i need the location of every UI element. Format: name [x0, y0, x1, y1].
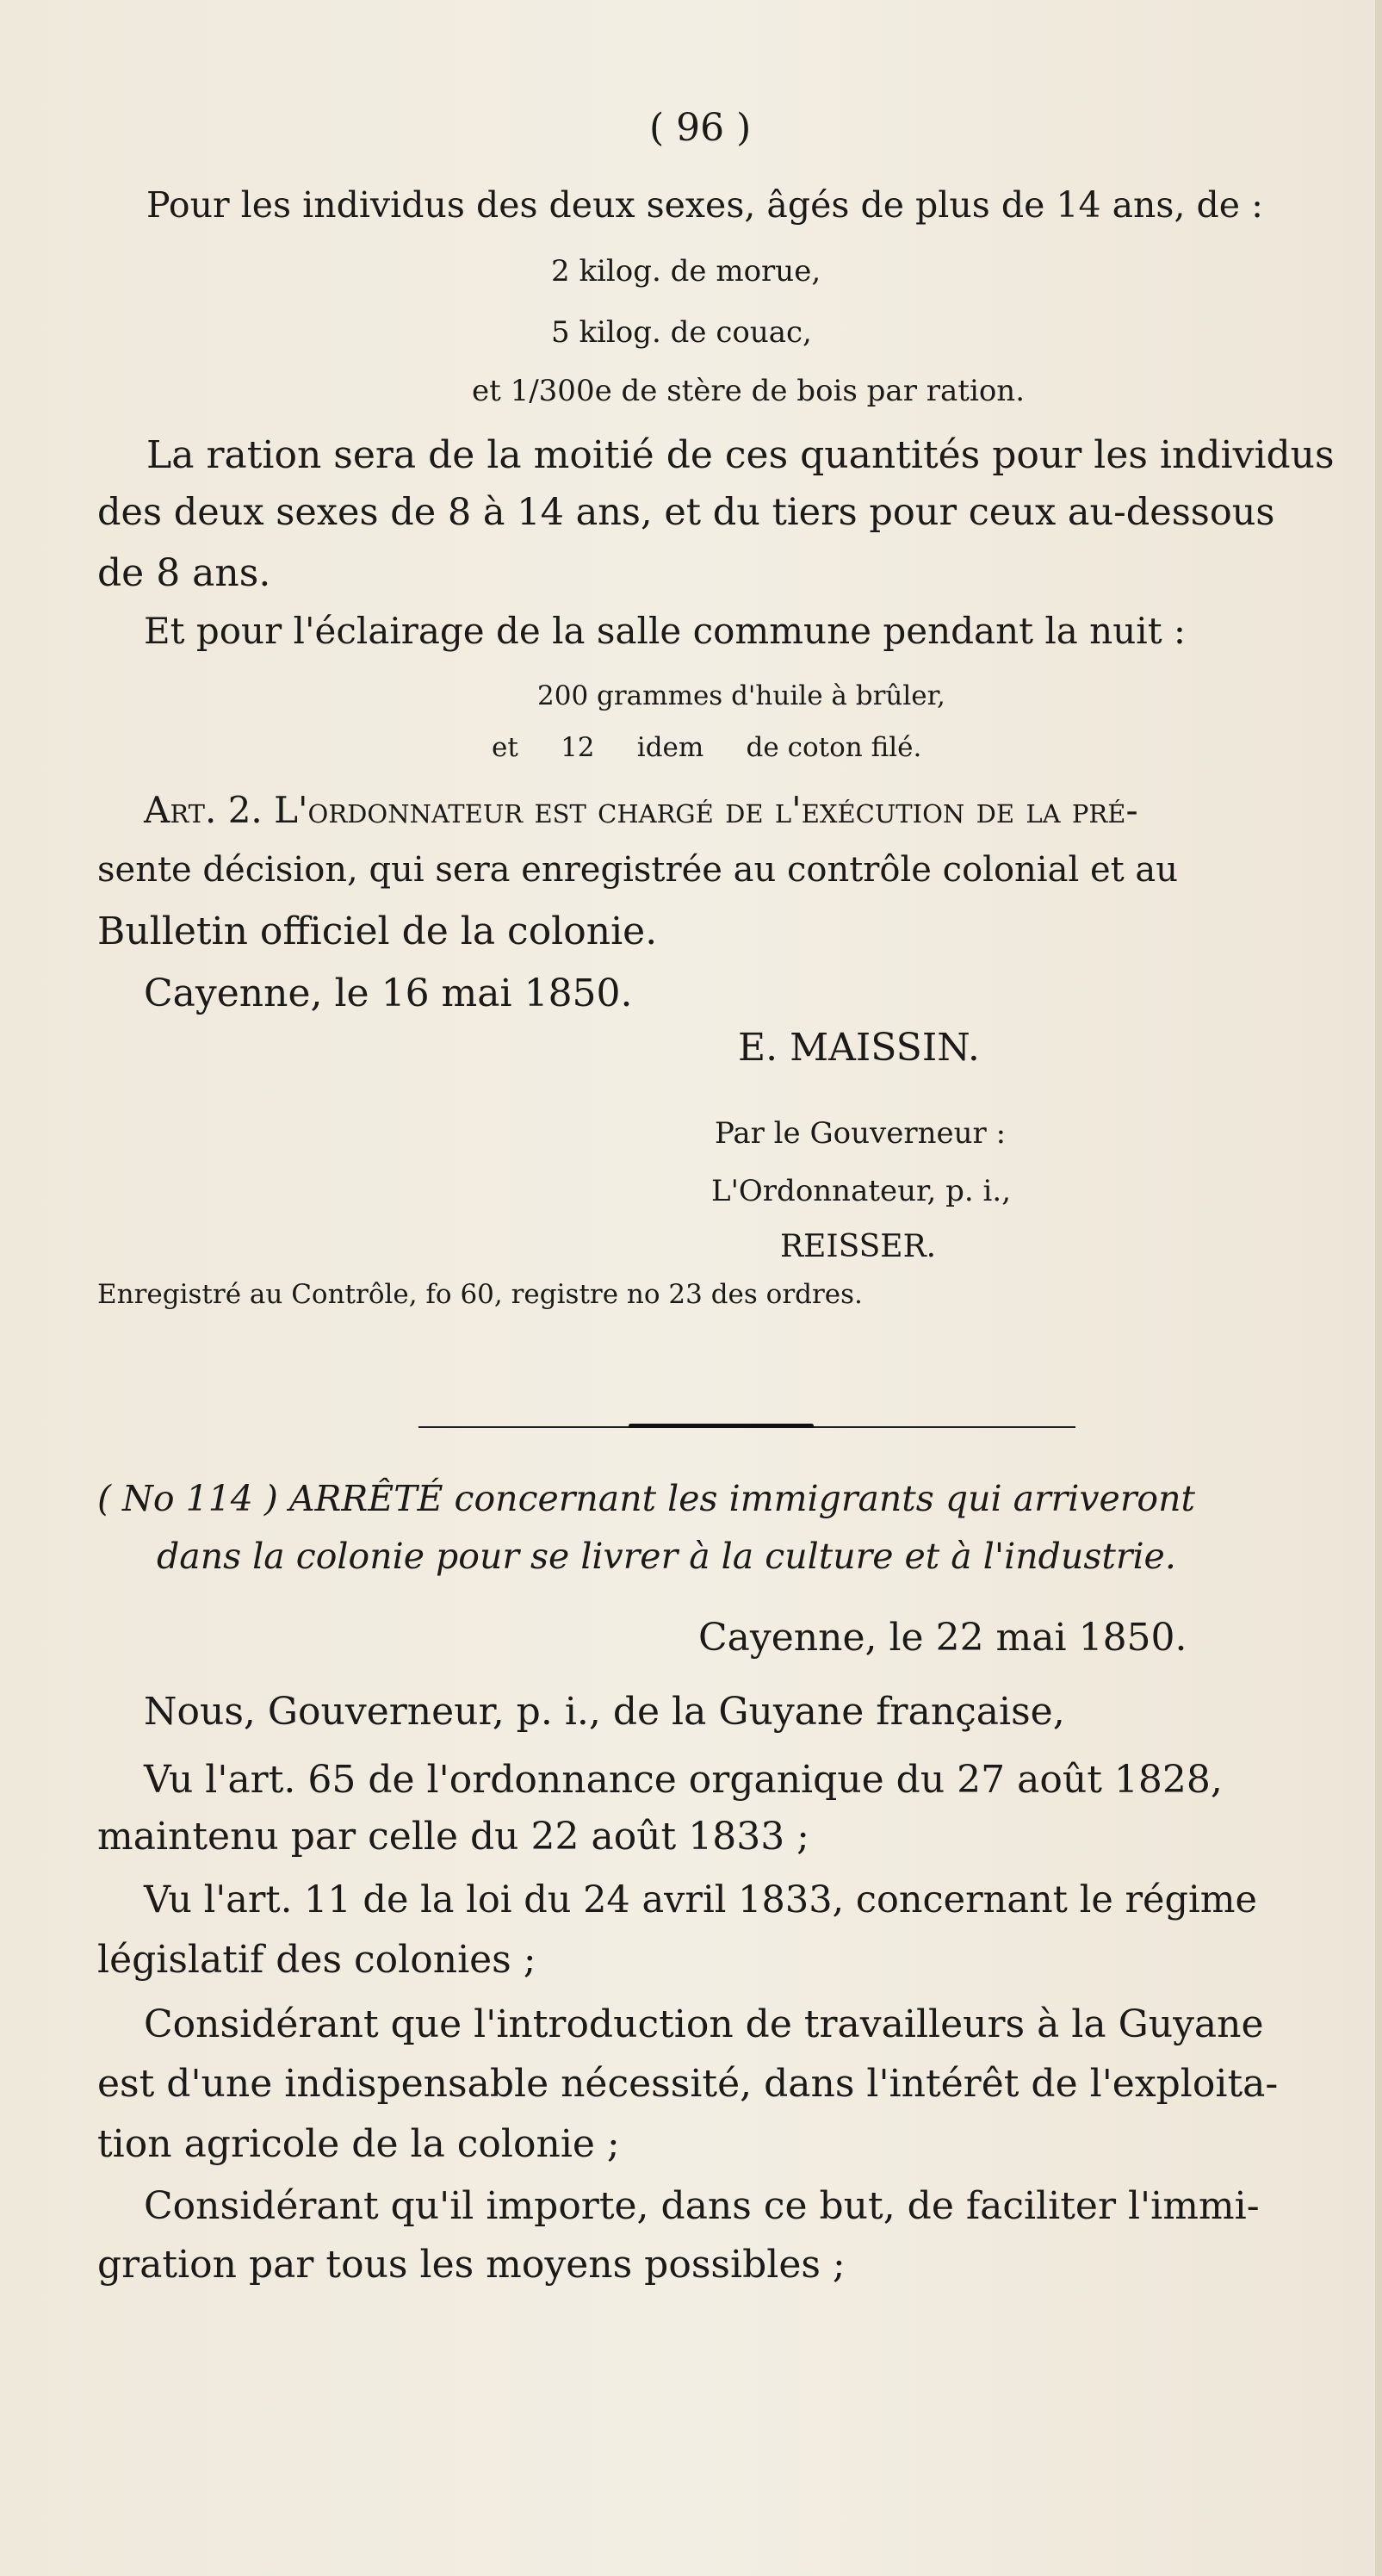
dateline: Cayenne, le 22 mai 1850.	[698, 1616, 1187, 1660]
preamble-line: est d'une indispensable nécessité, dans l'intérêt de l'exploita-	[97, 2062, 1279, 2106]
preamble-line: Considérant que l'introduction de travailleurs à la Guyane	[144, 2002, 1264, 2046]
ration-line: de 8 ans.	[97, 551, 271, 595]
preamble-line: Vu l'art. 11 de la loi du 24 avril 1833, concernant le régime	[144, 1878, 1257, 1921]
ration-line: des deux sexes de 8 à 14 ans, et du tiers pour ceux au-dessous	[97, 491, 1275, 534]
art2-line: Art. 2. L'ordonnateur est chargé de l'exécution de la pré-	[144, 789, 1138, 831]
preamble-line: gration par tous les moyens possibles ;	[97, 2243, 846, 2287]
registration-note: Enregistré au Contrôle, fo 60, registre no 23 des ordres.	[97, 1279, 863, 1310]
dateline: Cayenne, le 16 mai 1850.	[144, 971, 633, 1015]
section-divider-ornament	[629, 1424, 814, 1428]
art2-line: sente décision, qui sera enregistrée au contrôle colonial et au	[97, 850, 1179, 890]
lighting-item: 200 grammes d'huile à brûler,	[537, 680, 945, 711]
preamble-line: Considérant qu'il importe, dans ce but, de faciliter l'immi-	[144, 2184, 1260, 2228]
ration-line: La ration sera de la moitié de ces quantités pour les individus	[146, 433, 1335, 477]
page-edge	[1375, 0, 1382, 2576]
ordonnateur-line: L'Ordonnateur, p. i.,	[711, 1174, 1012, 1208]
preamble-line: Nous, Gouverneur, p. i., de la Guyane française,	[144, 1690, 1065, 1734]
block1-item: 5 kilog. de couac,	[551, 315, 812, 350]
preamble-line: législatif des colonies ;	[97, 1938, 536, 1982]
block1-item: et 1/300e de stère de bois par ration.	[472, 374, 1025, 408]
lighting-intro: Et pour l'éclairage de la salle commune pendant la nuit :	[144, 610, 1187, 652]
preamble-line: Vu l'art. 65 de l'ordonnance organique du 27 août 1828,	[144, 1758, 1223, 1802]
reisser: REISSER.	[780, 1229, 937, 1264]
arrete-title: dans la colonie pour se livrer à la culture et à l'industrie.	[157, 1536, 1176, 1577]
block1-intro: Pour les individus des deux sexes, âgés de plus de 14 ans, de :	[146, 184, 1263, 226]
art2-line: Bulletin officiel de la colonie.	[97, 909, 658, 953]
block1-item: 2 kilog. de morue,	[551, 254, 821, 289]
arrete-title: ( No 114 ) ARRÊTÉ concernant les immigrants qui arriveront	[97, 1478, 1195, 1519]
lighting-item: et 12 idem de coton filé.	[492, 732, 922, 763]
par-le-gouverneur: Par le Gouverneur :	[715, 1116, 1007, 1151]
signature: E. MAISSIN.	[738, 1026, 980, 1070]
page-number: ( 96 )	[649, 106, 752, 150]
preamble-line: maintenu par celle du 22 août 1833 ;	[97, 1815, 809, 1859]
preamble-line: tion agricole de la colonie ;	[97, 2122, 620, 2166]
